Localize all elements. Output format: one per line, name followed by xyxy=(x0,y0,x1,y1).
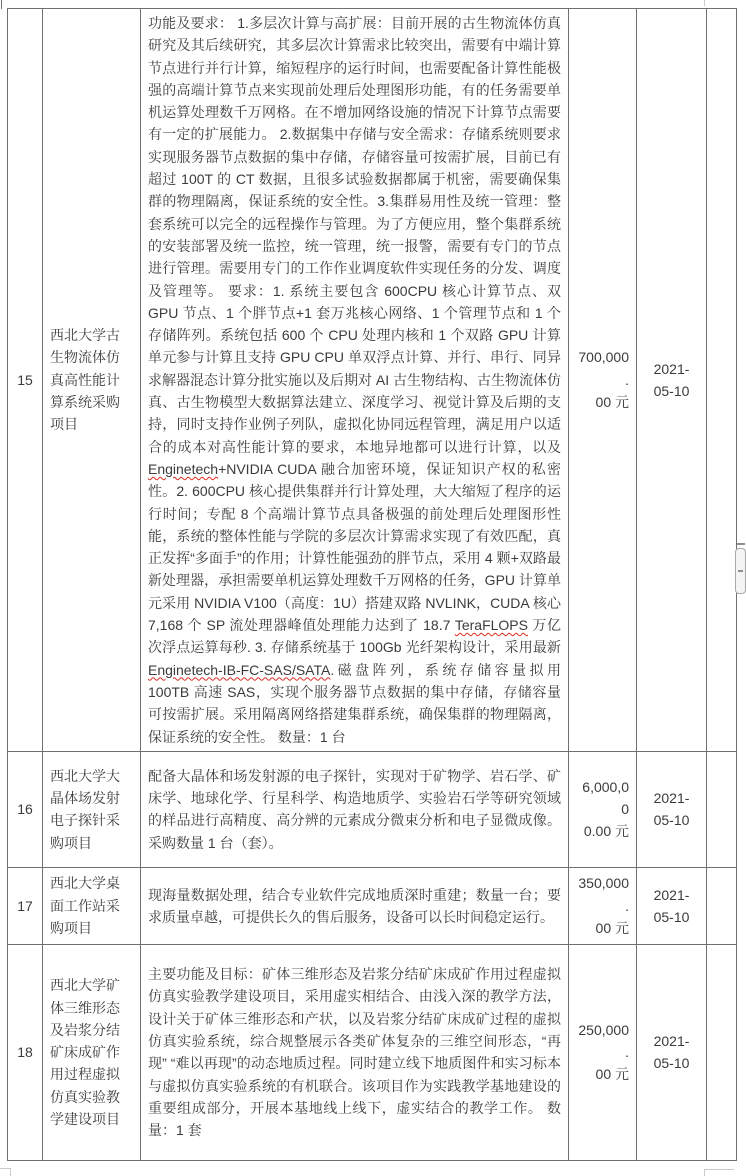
vertical-scrollbar-thumb[interactable] xyxy=(735,548,746,594)
price-cell xyxy=(569,944,637,1160)
date-line: 2021- xyxy=(653,886,690,903)
price-line: 00 元 xyxy=(595,1066,629,1083)
row-index-cell: 18 xyxy=(8,944,43,1160)
row-index-cell: 16 xyxy=(8,751,43,867)
cut-off-cell-border-bottom-right xyxy=(704,1169,734,1176)
empty-cell xyxy=(707,751,737,867)
description-text: 万亿次浮点运算每秒. 3. 存储系统基于 100Gb 光纤架构设计，采用最新 xyxy=(148,617,561,656)
date-cell xyxy=(637,9,707,752)
date-line: 05-10 xyxy=(653,1055,690,1072)
cut-off-cell-border-top-left xyxy=(1,0,2,9)
price-cell xyxy=(569,751,637,867)
description-text: 功能及要求： 1.多层次计算与高扩展：目前开展的古生物流体仿真研究及其后续研究，其多层次计算需求比较突出，需要有中端计算节点进行并行计算，缩短程序的运行时间，也需要配备计算性能极强的高端计算节点来实现前处理后处理图形功能，有的任务需要单机运算处理数千万网格。在不增加网络设施的情况下计算节点需要有一定的扩展能力。 2.数据集中存储与安全需求：存储系统则要求实现服务器节点数据的集中存储，存储容量可按需扩展，目前已有超过 100T 的 CT 数据，且很多试验数据都属于机密，需要确保集群的物理隔离，保证系统的安全性。3.集群易用性及统一管理：整套系统可以完全的远程操作与管理。为了方便应用，整个集群系统的安装部署及统一监控，统一管理，统一报警，需要有专门的节点进行管理。需要用专门的工作作业调度软件实现任务的分发、调度及管理等。 要求：1. 系统主要包含 600CPU 核心计算节点、双 GPU 节点、1 个胖节点+1 套万兆核心网络、1 个管理节点和 1 个存储阵列。系统包括 600 个 CPU 处理内核和 1 个双路 GPU 计算单元参与计算且支持 GPU CPU 单双浮点计算、并行、串行、同异求解器混态计算分批实施以及后期对 AI 古生物结构、古生物流体仿真、古生物模型大数据算法建立、深度学习、视觉计算及后期的支持，同时支持作业例子列队，虚拟化协同远程管理，满足用户以适合的成本对高性能计算的要求，本地异地都可以进行计算，以及 xyxy=(148,15,562,455)
project-name-cell: 西北大学大晶体场发射电子探针采购项目 xyxy=(43,751,141,867)
date-cell xyxy=(637,867,707,944)
empty-cell xyxy=(707,944,737,1160)
price-cell xyxy=(569,867,637,944)
cut-off-cell-border-bottom-left xyxy=(0,1168,11,1176)
description-cell xyxy=(141,944,569,1160)
price-line: 6,000,00 xyxy=(582,778,629,818)
price-cell xyxy=(569,9,637,752)
date-line: 2021- xyxy=(653,790,690,806)
date-line: 2021- xyxy=(653,360,690,377)
date-line: 05-10 xyxy=(653,812,690,829)
table-row xyxy=(8,944,737,1160)
description-text: +NVIDIA CUDA 融合加密环境，保证知识产权的私密性。2. 600CPU 核心提供集群并行计算处理，大大缩短了程序的运行时间；专配 8 个高端计算节点具备极强的前处理后处理图形性能，系统的整体性能与学院的多层次计算需求实现了有效匹配，真正发挥“多面手”的作用；计算性能强劲的胖节点，采用 4 颗+双路最新处理器，承担需要单机运算处理数千万网格的任务，GPU 计算单元采用 NVIDIA V100（高度：1U）搭建双路 NVLINK，CUDA 核心 7,168 个 SP 流处理器峰值处理能力达到了 18.7 xyxy=(148,460,561,634)
description-cell xyxy=(141,751,569,867)
table-row xyxy=(8,867,737,944)
date-line: 05-10 xyxy=(653,908,690,925)
price-line: 250,000. xyxy=(578,1021,629,1061)
description-cell xyxy=(141,9,569,752)
table-row xyxy=(8,751,737,867)
description-text: 主要功能及目标：矿体三维形态及岩浆分结矿床成矿作用过程虚拟仿真实验教学建设项目，采用虚实相结合、由浅入深的教学方法，设计关于矿体三维形态和产状，以及岩浆分结矿床成矿过程的虚拟仿真实验系统，综合规整展示各类矿体复杂的三维空间形态，“再现” “难以再现”的动态地质过程。同时建立线下地质图件和实习标本与虚拟仿真实验系统的有机联合。该项目作为实践教学基地建设的重要组成部分，开展本基地线上线下，虚实结合的教学工作。 数量：1 套 xyxy=(148,966,561,1139)
table-row xyxy=(8,9,737,752)
date-cell xyxy=(637,944,707,1160)
price-line: 350,000. xyxy=(578,875,629,914)
project-name-cell: 西北大学矿体三维形态及岩浆分结矿床成矿作用过程虚拟仿真实验教学建设项目 xyxy=(43,944,141,1160)
price-line: 700,000. xyxy=(578,349,629,388)
price-line: 0.00 元 xyxy=(583,823,629,840)
table-body xyxy=(8,9,737,1161)
price-line: 00 元 xyxy=(595,394,629,411)
scrollbar-grip-icon xyxy=(738,570,743,572)
description-text: 配备大晶体和场发射源的电子探针，实现对于矿物学、岩石学、矿床学、地球化学、行星科学、构造地质学、实验岩石学等研究领域的样品进行高精度、高分辨的元素成分微束分析和电子显微成像。采购数量 1 台（套）。 xyxy=(148,767,561,851)
procurement-table xyxy=(7,8,737,1161)
empty-cell xyxy=(707,9,737,752)
description-text: .磁盘阵列，系统存储容量拟用 100TB 高速 SAS，实现个服务器节点数据的集中存储，存储容量可按需扩展。采用隔离网络搭建集群系统，确保集群的物理隔离，保证系统的安全性。 数量：1 台 xyxy=(148,661,561,745)
description-text: 现海量数据处理，结合专业软件完成地质深时重建；数量一台；要求质量卓越，可提供长久的售后服务，设备可以长时间稳定运行。 xyxy=(148,886,561,925)
date-line: 2021- xyxy=(653,1033,690,1049)
project-name-cell: 西北大学桌面工作站采购项目 xyxy=(43,867,141,944)
misspelling-squiggle-text: Enginetech xyxy=(148,460,219,477)
cut-off-cell-border-top-right xyxy=(704,0,705,6)
date-line: 05-10 xyxy=(653,382,690,399)
price-line: 00 元 xyxy=(595,919,629,936)
misspelling-squiggle-text: Enginetech-IB-FC-SAS/SATA xyxy=(148,661,331,678)
misspelling-squiggle-text: TeraFLOPS xyxy=(454,617,528,634)
project-name-cell: 西北大学古生物流体仿真高性能计算系统采购项目 xyxy=(43,9,141,752)
scrollbar-tick xyxy=(737,543,745,545)
row-index-cell: 15 xyxy=(8,9,43,752)
row-index-cell: 17 xyxy=(8,867,43,944)
empty-cell xyxy=(707,867,737,944)
date-cell xyxy=(637,751,707,867)
description-cell xyxy=(141,867,569,944)
